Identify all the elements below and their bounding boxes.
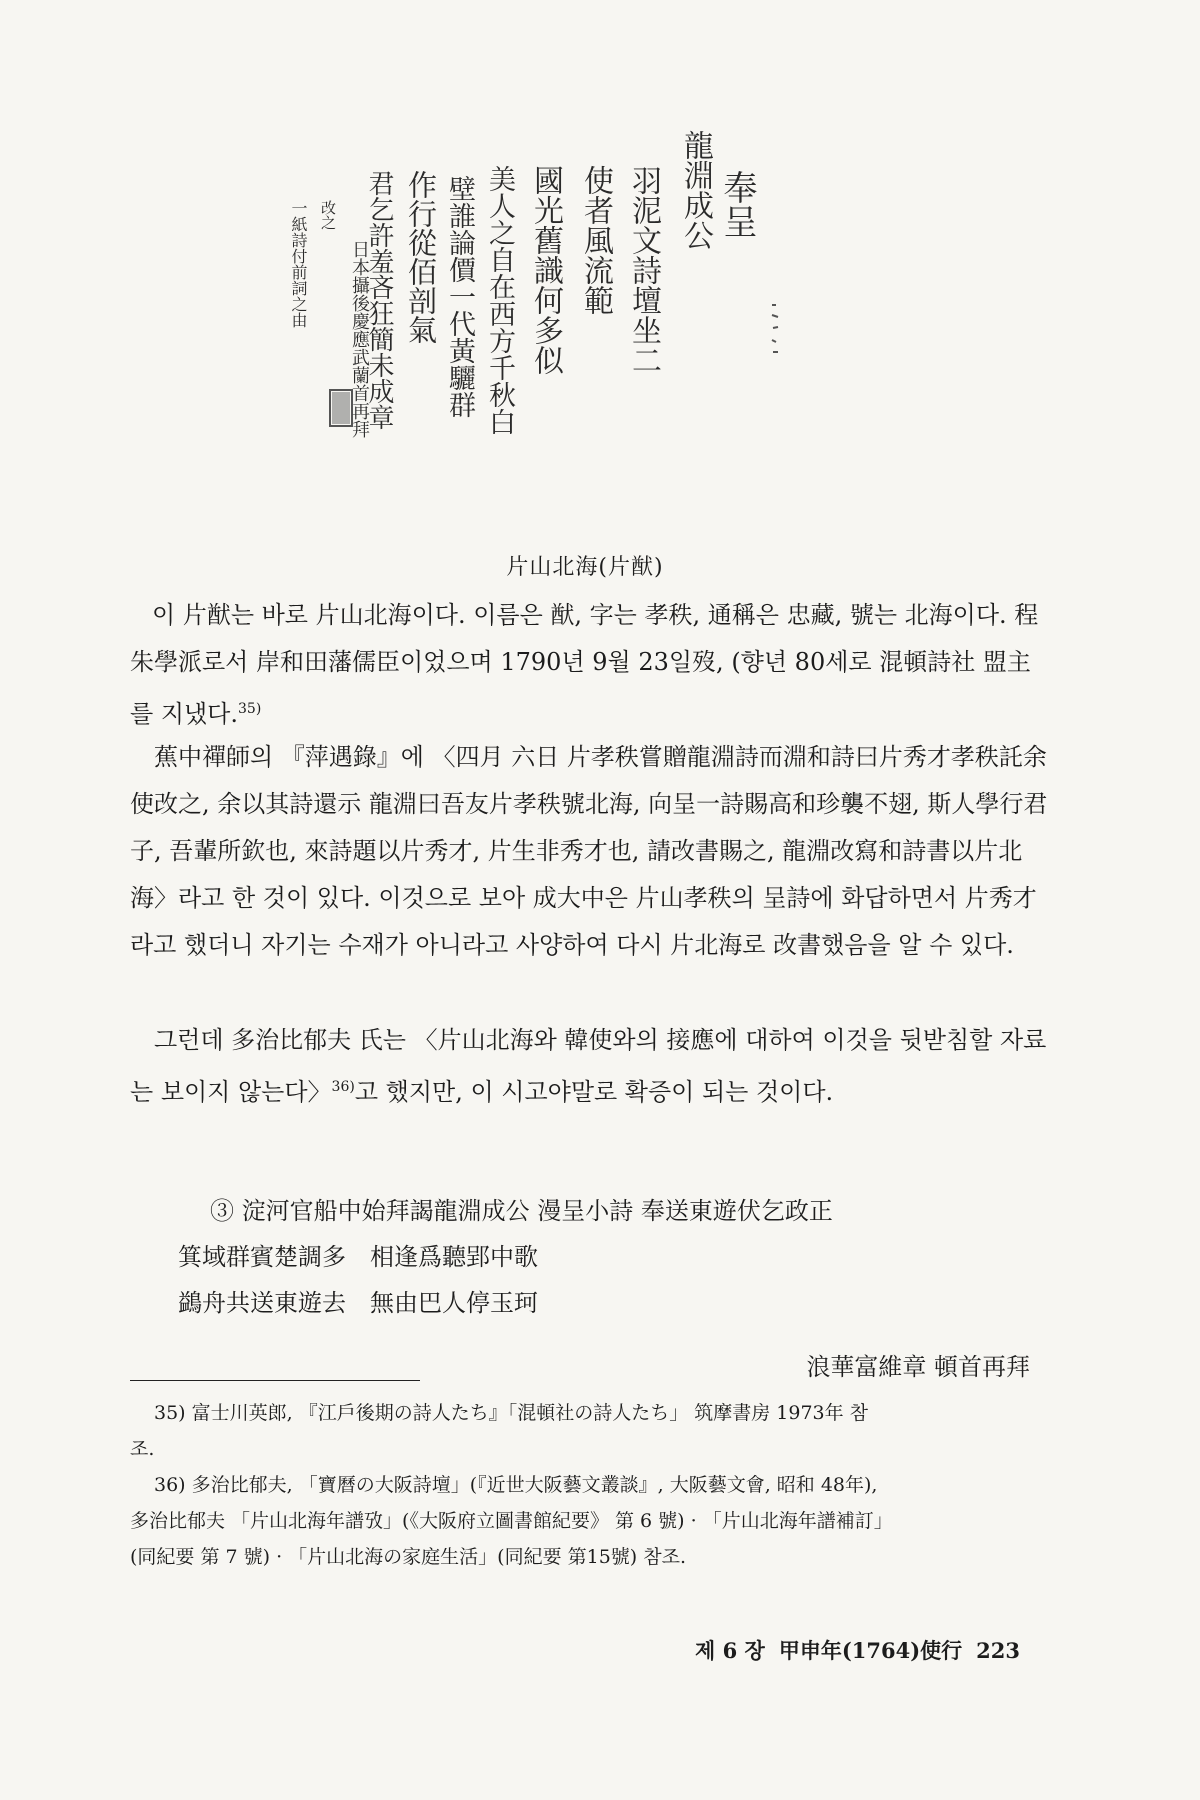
figure-caption: 片山北海(片猷) — [506, 555, 664, 580]
poem-line-1: 箕域群賓楚調多 相逢爲聽郢中歌 — [178, 1243, 538, 1271]
poem-line-2: 鷁舟共送東遊去 無由巴人停玉珂 — [178, 1289, 538, 1317]
footer-chapter: 제 6 장 — [695, 1638, 765, 1663]
callig-col-3: 羽泥文詩壇坐二 — [626, 165, 661, 375]
callig-col-10: 日本攝後慶應武蘭首再拜 — [349, 240, 370, 438]
footnote-36-line-1: 36) 多治比郁夫, 「寶曆の大阪詩壇」(『近世大阪藝文叢談』, 大阪藝文會, 昭和 48年), — [154, 1474, 878, 1496]
poem-block — [130, 1188, 1070, 1390]
footnote-divider — [130, 1380, 420, 1381]
poem-title: ③ 淀河官船中始拜謁龍淵成公 漫呈小詩 奉送東遊伏乞政正 — [210, 1197, 833, 1225]
footnote-36-line-3: (同紀要 第 7 號) · 「片山北海の家庭生活」(同紀要 第15號) 참조. — [130, 1546, 686, 1568]
callig-col-12: 改之 — [319, 200, 337, 230]
callig-col-6: 美人之自在西方千秋白 — [484, 165, 515, 435]
callig-col-7: 壁誰論價一代黃驪群 — [444, 175, 475, 418]
paragraph-2-text: 蕉中禪師의 『萍遇錄』에 〈四月 六日 片孝秩嘗贈龍淵詩而淵和詩曰片秀才孝秩託余使改之, 余以其詩還示 龍淵曰吾友片孝秩號北海, 向呈一詩賜高和珍襲不翅, 斯人學行君子, 吾輩所欽也, 來詩題以片秀才, 片生非秀才也, 請改書賜之, 龍淵改寫和詩書以片北海〉라고 한 것이 있다. 이것으로 보아 成大中은 片山孝秩의 呈詩에 화답하면서 片秀才라고 했더니 자기는 수재가 아니라고 사양하여 다시 片北海로 改書했음을 알 수 있다. — [130, 743, 1048, 959]
paragraph-1-text: 이 片猷는 바로 片山北海이다. 이름은 猷, 字는 孝秩, 通稱은 忠藏, 號는 北海이다. 程朱學派로서 岸和田藩儒臣이었으며 1790년 9월 23일歿, (향년 80세로 混頓詩社 盟主를 지냈다. — [130, 601, 1039, 728]
callig-col-5: 國光舊識何多似 — [528, 165, 563, 375]
poem-signature: 浪華富維章 頓首再拜 — [806, 1353, 1030, 1381]
footnote-36-line-2: 多治比郁夫 「片山北海年譜攷」(《大阪府立圖書館紀要》 第 6 號) · 「片山北海年譜補訂」 — [130, 1510, 893, 1532]
paragraph-3-text-b: 고 했지만, 이 시고야말로 확증이 되는 것이다. — [354, 1078, 834, 1106]
paragraph-2 — [130, 734, 1052, 969]
callig-col-8: 作行從佰剖氣 — [404, 170, 438, 344]
seal-stamp-fill — [332, 392, 350, 424]
paragraph-1 — [130, 592, 1052, 738]
footnote-35-line-1: 35) 富士川英郎, 『江戶後期の詩人たち』「混頓社の詩人たち」 筑摩書房 1973年 참 — [154, 1402, 869, 1424]
callig-col-1: 龍淵成公 — [678, 130, 713, 250]
page-footer — [640, 1635, 1020, 1665]
calligraphy-figure — [289, 130, 890, 560]
callig-col-2: 奉呈 — [717, 170, 757, 238]
paragraph-3-text-a: 그런데 多治比郁夫 氏는 〈片山北海와 韓使와의 接應에 대하여 이것을 뒷받침할 자료는 보이지 않는다〉 — [130, 1026, 1047, 1106]
callig-col-11: 一紙詩付前詞之由 — [289, 200, 308, 328]
footnotes — [130, 1395, 1060, 1575]
page-number: 223 — [976, 1638, 1020, 1663]
footnote-ref-35[interactable]: 35) — [238, 701, 262, 717]
right-margin-note — [772, 305, 778, 352]
paragraph-3 — [130, 1017, 1052, 1116]
callig-col-4: 使者風流範 — [578, 165, 613, 315]
footnote-35-line-2: 조. — [130, 1438, 155, 1460]
callig-col-9: 君乞許羞吝狂簡未成章 — [364, 170, 394, 430]
footer-title: 甲申年(1764)使行 — [778, 1638, 963, 1663]
footnote-ref-36[interactable]: 36) — [331, 1079, 355, 1095]
